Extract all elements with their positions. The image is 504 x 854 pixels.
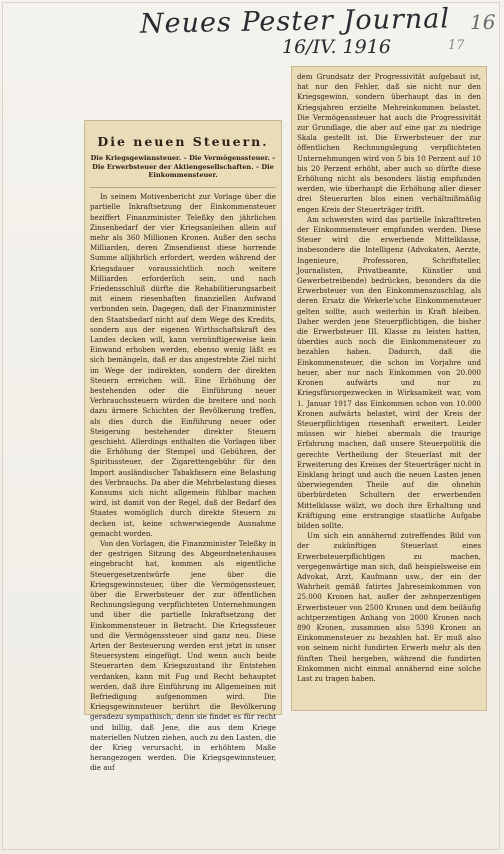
paragraph: dem Grundsatz der Progressivität aufgebaut ist, hat nur den Fehler, daß sie nicht nur den Kriegsgewinn, sondern überhaupt das in den Kriegsjahren erzielte Mehreinkommen belastet. Die Vermögenssteuer hat auch die Progressivität zur Grundlage, die aber auf eine gar zu niedrige Skala gestellt ist. Die Erwerbsteuer der zur öffentlichen Rechnungslegung verpflichteten Unternehmungen wird von 5 bis 10 Perzent auf 10 bis 20 Perzent erhöht, aber auch so dürfte diese Erhöhung nicht als besonders lästig empfunden werden, wie überhaupt die Erhöhung aller dieser drei Steuerarten blos einen verhältnißmäßig engen Kreis der Steuerträger trifft. — [297, 72, 481, 214]
pencil-mark: 17 — [448, 38, 465, 53]
clipping-right-column — [291, 66, 487, 711]
right-column-body — [297, 72, 481, 684]
handwritten-page-number: 16 — [470, 10, 496, 34]
handwritten-newspaper-name: Neues Pester Journal — [139, 3, 451, 40]
article-headline: Die neuen Steuern. — [97, 134, 269, 149]
clipping-left-column — [84, 120, 282, 773]
handwritten-date: 16/IV. 1916 — [282, 36, 391, 58]
paragraph: In seinem Motivenbericht zur Vorlage über die partielle Inkraftsetzung der Einkommensteuer beziffert Finanzminister Teleßky den jährlichen Zinsenbedarf der vier Kriegsanleihen allein auf mehr als 360 Millionen Kronen. Außer den sechs Milliarden, deren Zinsendienst diese horrende Summe alljährlich erfordert, werden während der Kriegsdauer voraussichtlich noch weitere Milliarden erforderlich sein, und nach Friedensschluß dürfte die Rehabilitierungsarbeit mit einem riesenhaften finanziellen Aufwand verbunden sein. Dagegen, daß der Finanzminister den Staatsbedarf nicht auf dem Wege des Kredits, sondern aus der eigenen Wirthschaftskraft des Landes decken will, kann vernünftigerweise kein Einwand erhoben werden, ebenso wenig läßt es sich bemängeln, daß er das angestrebte Ziel nicht im Wege der indirekten, sondern der direkten Steuern erreichen will. Eine Erhöhung der bestehenden oder die Einführung neuer Verbrauchssteuern würden die breitere und noch dazu ärmere Schichten der Bevölkerung treffen, als dies durch die Einführung neuer oder Steigerung bestehender direkter Steuern geschieht. Allerdings enthalten die Vorlagen über die Erhöhung der Stempel und Gebühren, der Spiritussteuer, der Zigarettengebühr für den Import ausländischer Tabakfasern eine Belastung des Verbrauchs. Da aber die Mehrbelastung dieses Konsums sich nicht allgemein fühlbar machen wird, ist damit von der Regel, daß der Bedarf des Staates womöglich durch direkte Steuern zu decken ist, keine schwerwiegende Ausnahme gemacht worden. — [90, 192, 276, 538]
article-subheading: Die Kriegsgewinnsteuer. – Die Vermögenssteuer. – Die Erwerbsteuer der Aktiengesellschaften. – Die Einkommensteuer. — [90, 154, 276, 180]
paragraph: Am schwersten wird das partielle Inkrafttreten der Einkommensteuer empfunden werden. Diese Steuer wird die erwerbende Mittelklasse, insbesondere die Intelligenz (Advokaten, Aerzte, Ingenieure, Professoren, Schriftsteller, Journalisten, Privatbeamte, Künstler und Gewerbetreibende) bedrücken, besonders da die Erwerbsteuer von den Einkommenszuschlag, als deren Ersatz die Wekerle'sche Einkommensteuer gelten sollte, auch weiterhin in Kraft bleiben. Daher werden jene Steuerpflichtigen, die bisher die Erwerbsteuer III. Klasse zu leisten hatten, überdies auch noch die Einkommensteuer zu bezahlen haben. Dadurch, daß die Einkommensteuer, die schon im Vorjahre und heuer, aber nur nach Einkommen von 20.000 Kronen aufwärts und nur zu Kriegsfürsorgezwecken in Wirksamkeit war, vom 1. Januar 1917 das Einkommen schon von 10.000 Kronen aufwärts belastet, wird der Kreis der Steuerpflichtigen riesenhaft erweitert. Leider müssen wir hiebei abermals die traurige Erfahrung machen, daß unsere Steuerpolitik die gerechte Vertheilung der Steuerlast mit der Erweiterung des Kreises der Steuerträger nicht in Einklang bringt und auch die neuen Lasten jenen überwiegenden Theile auf die ohnehin überbürdeten Schultern der erwerbenden Mittelklasse wälzt, wo doch ihre Erhaltung und Kräftigung eine erstrangige staatliche Aufgabe bilden sollte. — [297, 214, 481, 530]
left-column-body — [90, 192, 276, 774]
paragraph: Um sich ein annähernd zutreffendes Bild von der zukünftigen Steuerlast eines Erwerbsteuerpflichtigen zu machen, vergegenwärtige man sich, daß beispielsweise ein Advokat, Arzt, Kaufmann usw., der ein der Wahrheit gemäß fatirtes Jahreseinkommen von 25.000 Kronen hat, außer der zehnperzentigen Erwerbsteuer von 2500 Kronen und dem beiläufig achtperzentigen Anhang von 2000 Kronen noch 890 Kronen, zusammen also 5390 Kronen an Einkommensteuer zu bezahlen hat. Er muß also von seinem nicht fundirten Erwerb mehr als den fünften Theil hergeben, während die fundirten Einkommen nicht einmal annähernd eine solche Last zu tragen haben. — [297, 531, 481, 683]
divider — [90, 187, 276, 188]
paragraph: Von den Vorlagen, die Finanzminister Teleßky in der gestrigen Sitzung des Abgeordnetenhauses eingebracht hat, kommen als eigentliche Steuergesetzentwürfe jene über die Kriegsgewinnsteuer, über die Vermögenssteuer, über die Erwerbsteuer der zur öffentlichen Rechnungslegung verpflichteten Unternehmungen und über die partielle Inkraftsetzung der Einkommensteuer in Betracht. Die Kriegssteuer und die Vermögenssteuer sind ganz neu. Diese Arten der Besteuerung werden erst jetzt in unser Steuersystem eingefügt. Und wenn auch beide Steuerarten dem Kriegszustand ihr Entstehen verdanken, kann mit Fug und Recht behauptet werden, daß ihre Einführung im Allgemeinen mit Befriedigung aufgenommen wird. Die Kriegsgewinnsteuer berührt die Bevölkerung geradezu sympathisch, denn sie findet es für recht und billig, daß Jene, die aus dem Kriege materiellen Nutzen ziehen, auch zu den Lasten, die der Krieg verursacht, in erhöhtem Maße herangezogen werden. Die Kriegsgewinnsteuer, die auf — [90, 539, 276, 773]
